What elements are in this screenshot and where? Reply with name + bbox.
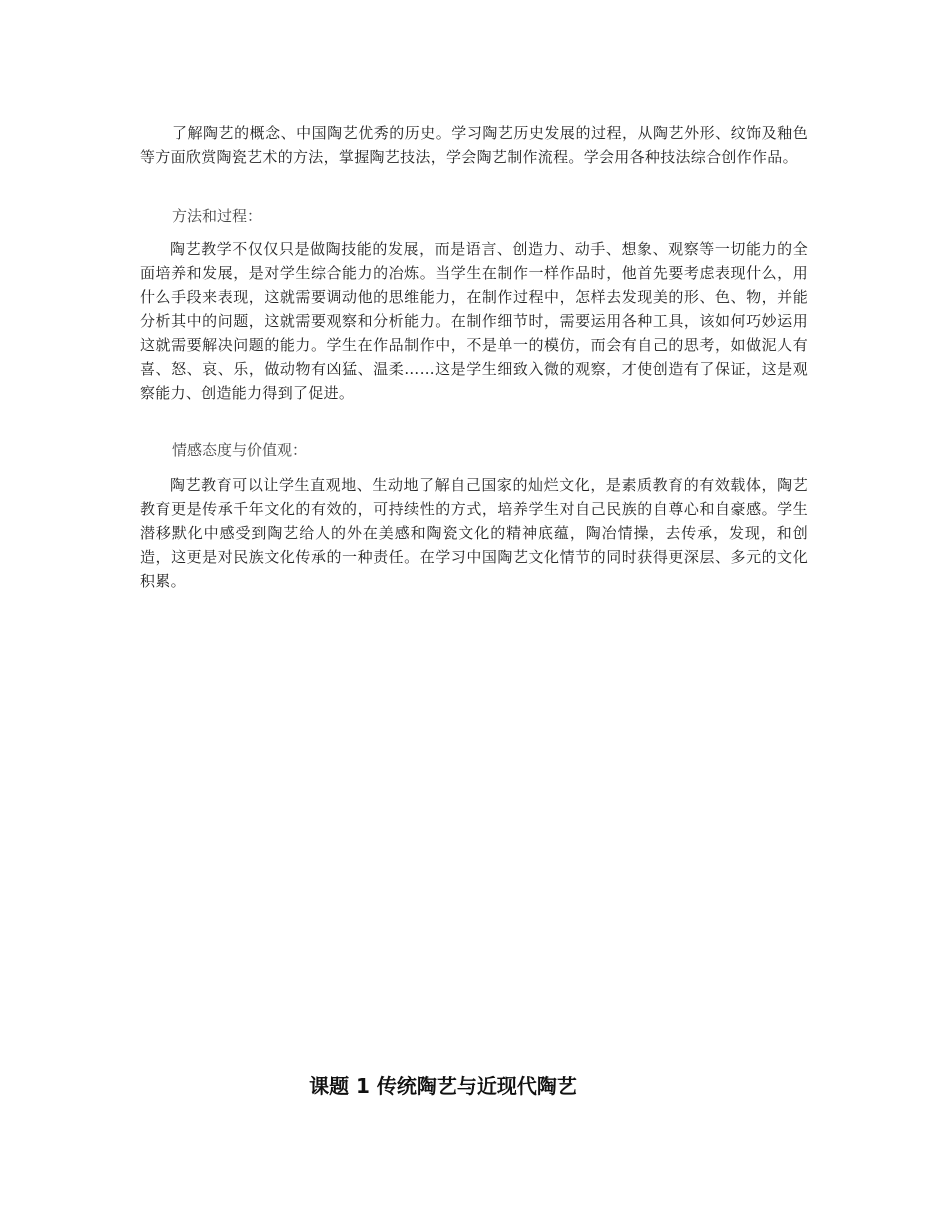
method-paragraph: 陶艺教学不仅仅只是做陶技能的发展，而是语言、创造力、动手、想象、观察等一切能力的全面培养和发展，是对学生综合能力的冶炼。当学生在制作一样作品时，他首先要考虑表现什么，用什么手段来表现，这就需要调动他的思维能力，在制作过程中，怎样去发现美的形、色、物，并能分析其中的问题，这就需要观察和分析能力。在制作细节时，需要运用各种工具，该如何巧妙运用这就需要解决问题的能力。学生在作品制作中，不是单一的模仿，而会有自己的思考，如做泥人有喜、怒、哀、乐，做动物有凶猛、温柔……这是学生细致入微的观察，才使创造有了保证，这是观察能力、创造能力得到了促进。 — [140, 240, 808, 402]
method-heading: 方法和过程： — [172, 207, 263, 225]
goals-paragraph: 了解陶艺的概念、中国陶艺优秀的历史。学习陶艺历史发展的过程，从陶艺外形、纹饰及釉色等方面欣赏陶瓷艺术的方法，掌握陶艺技法，学会陶艺制作流程。学会用各种技法综合创作作品。 — [140, 124, 808, 166]
values-heading: 情感态度与价值观： — [172, 441, 308, 459]
lesson-title: 课题 1 传统陶艺与近现代陶艺 — [309, 1074, 577, 1098]
values-paragraph: 陶艺教育可以让学生直观地、生动地了解自己国家的灿烂文化，是素质教育的有效载体，陶艺教育更是传承千年文化的有效的，可持续性的方式，培养学生对自己民族的自尊心和自豪感。学生潜移默化中感受到陶艺给人的外在美感和陶瓷文化的精神底蕴，陶冶情操，去传承，发现，和创造，这更是对民族文化传承的一种责任。在学习中国陶艺文化情节的同时获得更深层、多元的文化积累。 — [140, 476, 808, 590]
